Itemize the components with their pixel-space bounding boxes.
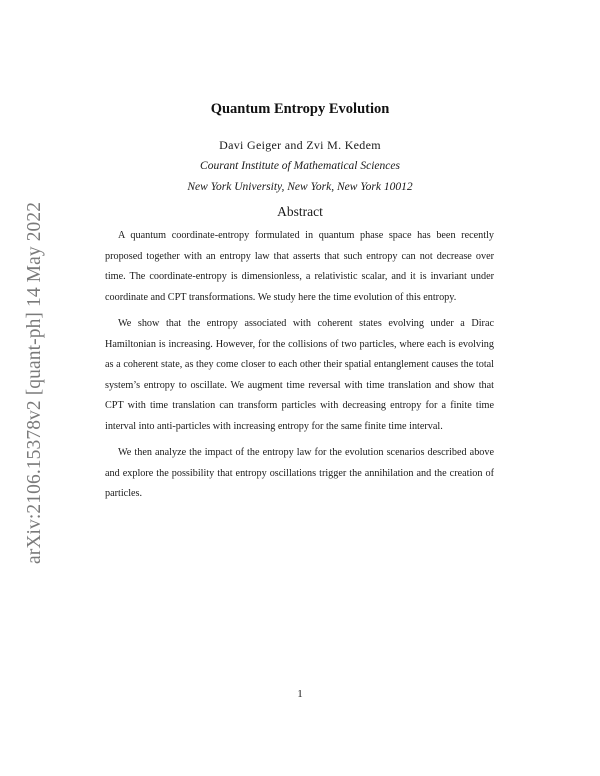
abstract-heading: Abstract	[277, 204, 323, 219]
abstract-paragraph: A quantum coordinate-entropy formulated in quantum phase space has been recently proposed together with an entropy law that asserts that such entropy can not decrease over time. The coordinate-entropy is dimensionless, a relativistic scalar, and it is invariant under coordinate and CPT transformations. We study here the time evolution of this entropy.	[105, 230, 494, 303]
affiliation-institute: Courant Institute of Mathematical Sciences	[200, 160, 400, 172]
page-number: 1	[297, 688, 303, 700]
paper-title: Quantum Entropy Evolution	[210, 101, 390, 117]
arxiv-identifier-stamp: arXiv:2106.15378v2 [quant-ph] 14 May 2022	[24, 201, 45, 564]
abstract-body	[105, 226, 494, 511]
affiliation-location: New York University, New York, New York 10012	[187, 181, 413, 193]
abstract-paragraph: We then analyze the impact of the entropy law for the evolution scenarios described above and explore the possibility that entropy oscillations trigger the annihilation and the creation of particles.	[105, 447, 494, 499]
abstract-paragraph: We show that the entropy associated with coherent states evolving under a Dirac Hamiltonian is increasing. However, for the collisions of two particles, where each is evolving as a coherent state, as they come closer to each other their spatial entanglement causes the total system’s entropy to oscillate. We augment time reversal with time translation and show that CPT with time translation can transform particles with decreasing entropy for a finite time interval into anti-particles with increasing entropy for the same finite time interval.	[105, 318, 494, 432]
authors-line: Davi Geiger and Zvi M. Kedem	[219, 138, 381, 152]
